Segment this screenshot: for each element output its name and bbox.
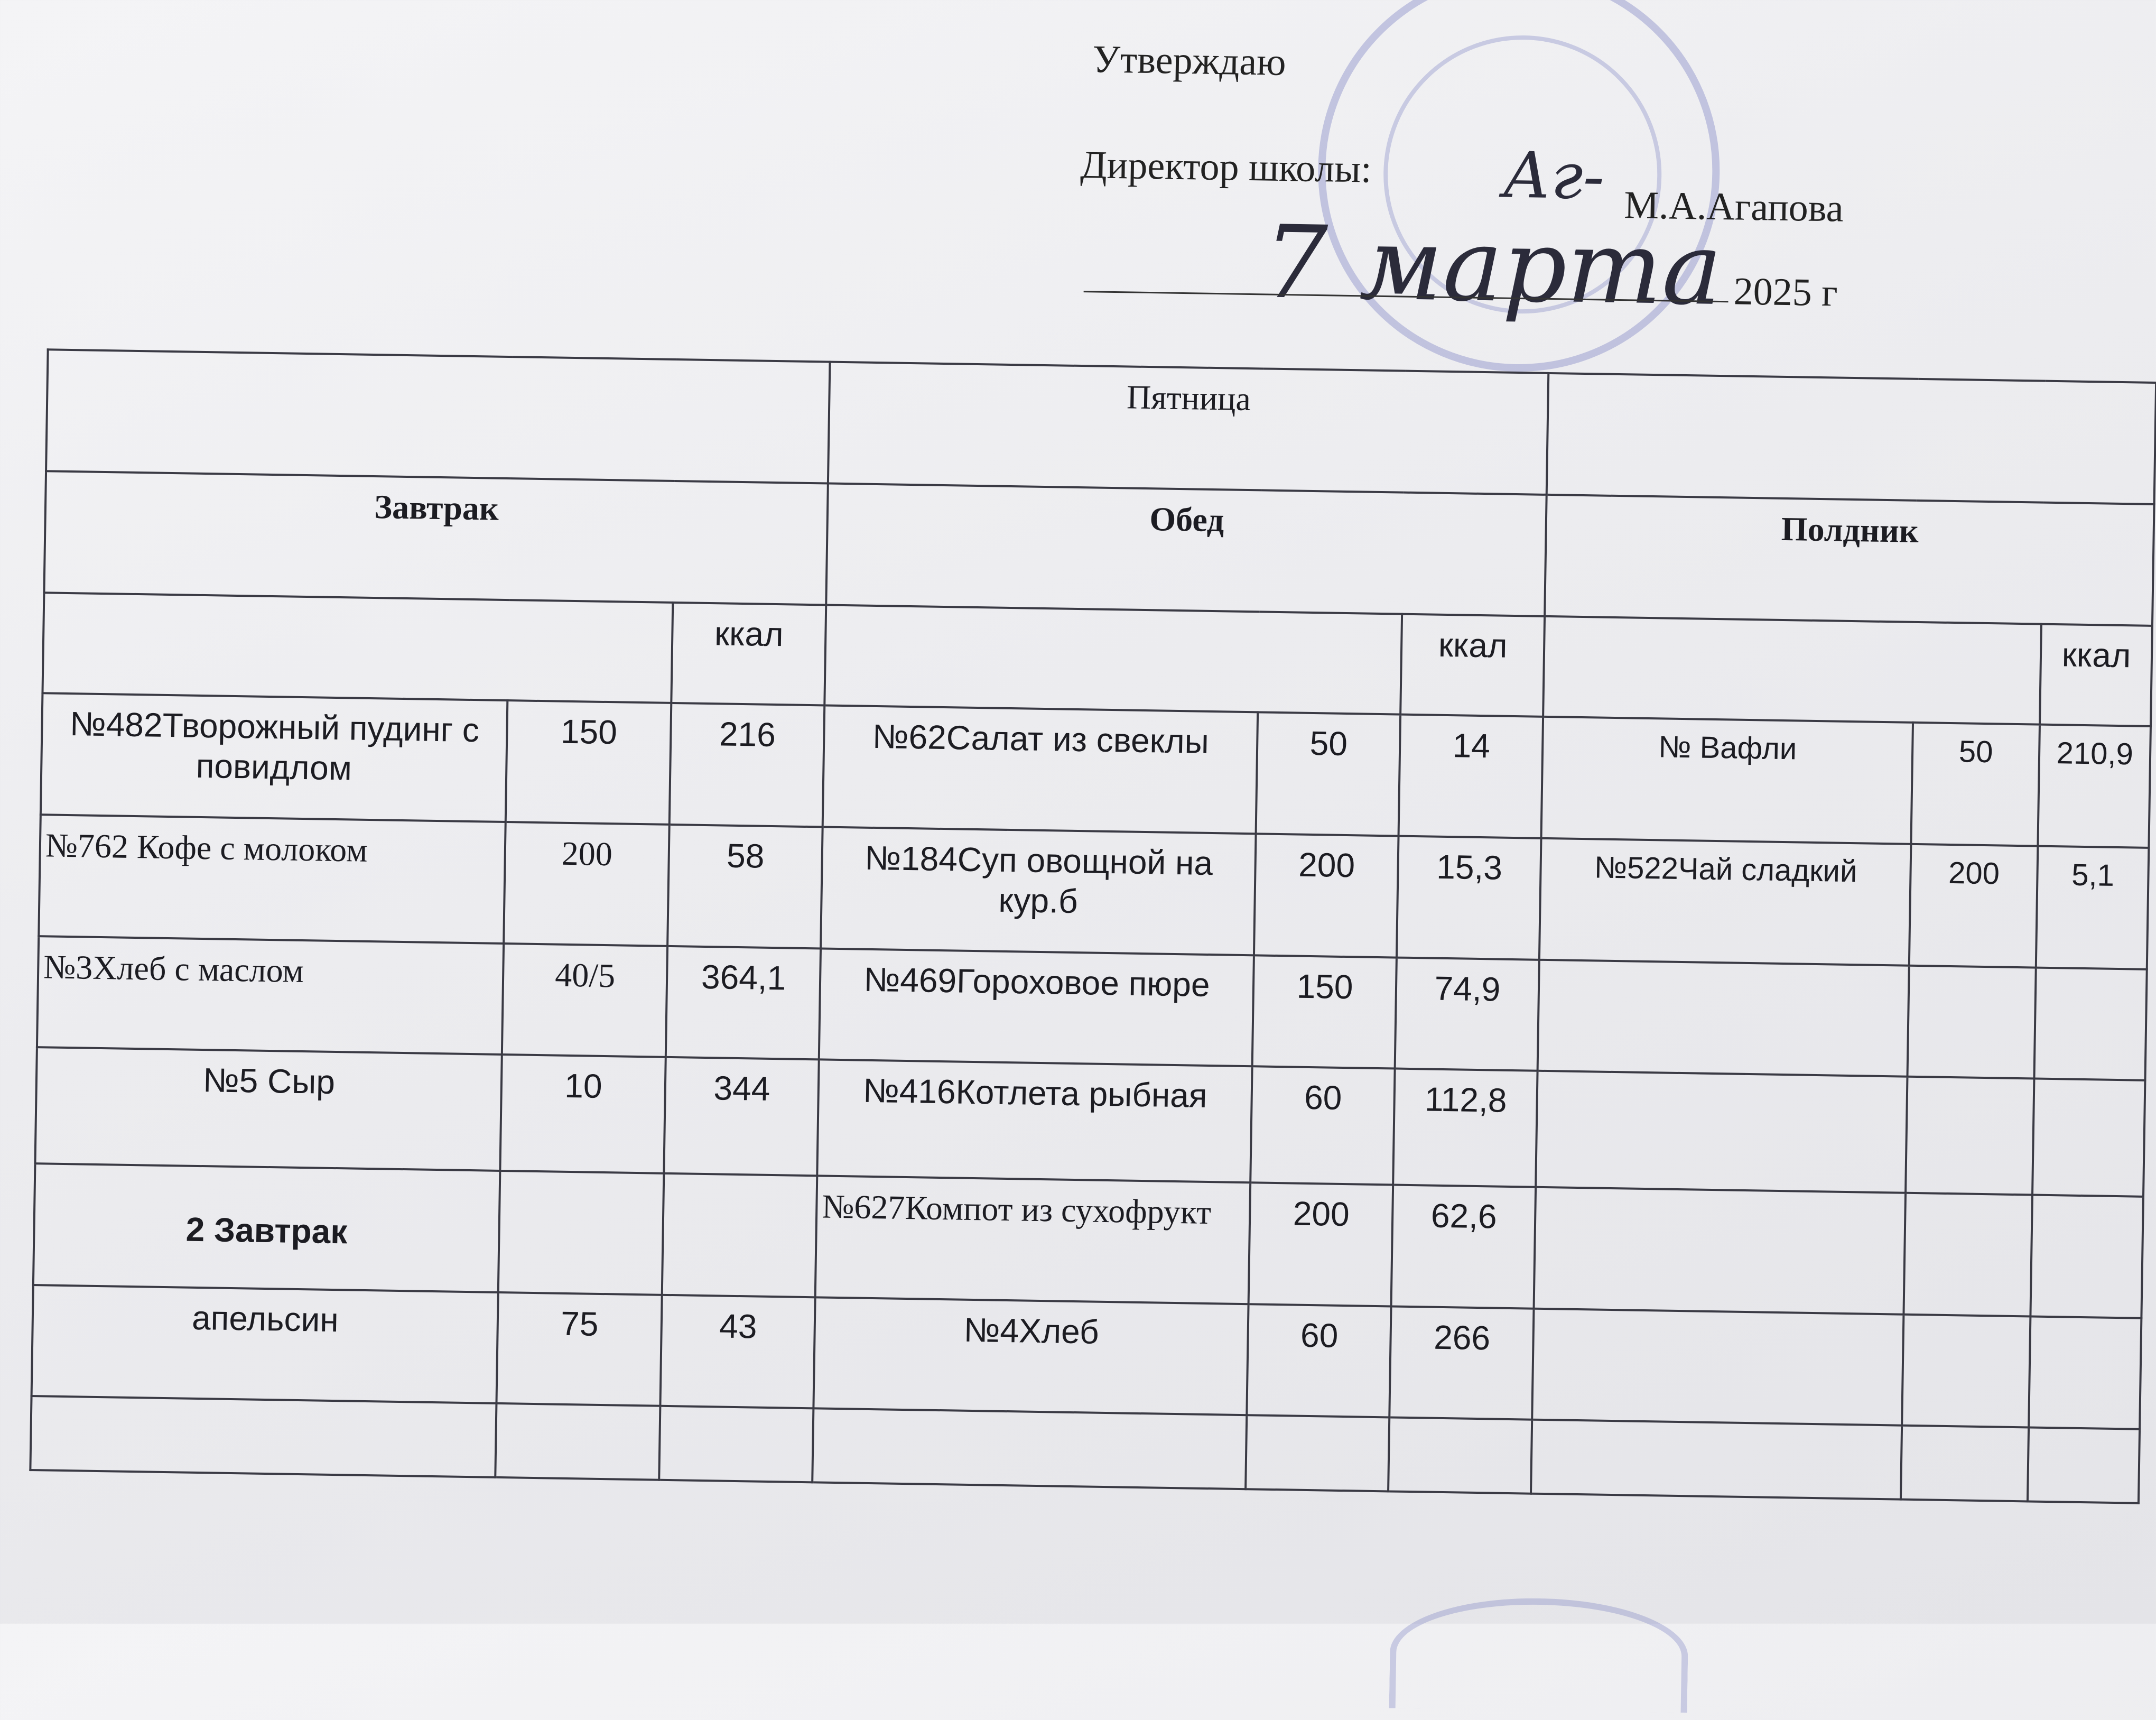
lunch-weight: 150 — [1252, 955, 1397, 1068]
breakfast-kcal — [659, 1406, 813, 1483]
snack-kcal — [2029, 1316, 2141, 1429]
breakfast-kcal — [662, 1173, 817, 1298]
breakfast-kcal: 58 — [667, 825, 823, 949]
breakfast-weight: 75 — [496, 1292, 662, 1406]
lunch-weight — [1246, 1415, 1389, 1491]
snack-kcal: 5,1 — [2036, 846, 2149, 969]
snack-kcal — [2032, 1079, 2145, 1197]
snack-dish — [1532, 1309, 1903, 1426]
director-signature: Аг- — [1502, 138, 1605, 214]
breakfast-dish: №762 Кофе с молоком — [39, 815, 506, 944]
breakfast-dish: №5 Сыр — [35, 1047, 501, 1171]
day-heading: Пятница — [828, 362, 1548, 495]
lunch-kcal: 112,8 — [1393, 1069, 1537, 1187]
breakfast-weight: 10 — [500, 1055, 665, 1173]
snack-dish — [1538, 960, 1909, 1077]
lunch-kcal — [1388, 1417, 1532, 1493]
snack-dish — [1536, 1071, 1907, 1193]
snack-weight — [1902, 1315, 2030, 1428]
lunch-kcal: 14 — [1399, 715, 1544, 838]
breakfast-heading: Завтрак — [44, 471, 828, 605]
lunch-kcal-header: ккал — [1400, 614, 1545, 717]
snack-dish — [1531, 1420, 1902, 1500]
snack-weight: 200 — [1909, 844, 2038, 968]
snack-weight — [1908, 966, 2036, 1079]
snack-weight — [1906, 1077, 2034, 1195]
snack-dish: №522Чай сладкий — [1539, 838, 1911, 966]
handwritten-date: 7 марта — [1262, 204, 1723, 328]
snack-kcal — [2028, 1427, 2140, 1503]
snack-weight — [1901, 1426, 2029, 1502]
lunch-kcal: 74,9 — [1395, 958, 1539, 1071]
lunch-heading: Обед — [826, 484, 1546, 616]
lunch-weight: 50 — [1256, 712, 1401, 836]
lunch-weight: 200 — [1249, 1182, 1393, 1306]
breakfast-weight: 40/5 — [502, 944, 667, 1057]
lunch-dish — [812, 1408, 1247, 1489]
breakfast-dish: №3Хлеб с маслом — [37, 936, 504, 1055]
breakfast-kcal: 43 — [660, 1295, 815, 1409]
lunch-kcal: 266 — [1389, 1306, 1534, 1419]
breakfast-weight — [495, 1403, 660, 1480]
snack-weight: 50 — [1911, 723, 2040, 846]
lunch-kcal: 15,3 — [1397, 836, 1541, 960]
lunch-weight: 200 — [1254, 834, 1399, 957]
lunch-weight: 60 — [1250, 1066, 1395, 1185]
snack-kcal — [2030, 1195, 2143, 1318]
lunch-kcal: 62,6 — [1391, 1185, 1536, 1308]
director-name: М.А.Агапова — [1623, 183, 1844, 230]
breakfast-dish: апельсин — [32, 1285, 498, 1403]
lunch-dish: №469Гороховое пюре — [819, 948, 1254, 1066]
breakfast-weight: 150 — [506, 700, 672, 825]
date-year: 2025 г — [1733, 270, 1838, 315]
breakfast-kcal: 364,1 — [666, 946, 821, 1060]
snack-kcal-header: ккал — [2040, 624, 2152, 726]
snack-kcal — [2034, 968, 2147, 1080]
breakfast-weight: 200 — [504, 822, 670, 946]
director-label: Директор школы: — [1080, 143, 1372, 191]
header-blank-right — [1547, 373, 2156, 504]
lunch-dish: №62Салат из свеклы — [823, 705, 1258, 834]
lunch-dish: №627Компот из сухофрукт — [815, 1176, 1251, 1304]
stamp-partial — [1389, 1596, 1689, 1713]
lunch-dish: №184Суп овощной на кур.б — [821, 827, 1256, 955]
menu-table — [29, 348, 2156, 1504]
approve-label: Утверждаю — [1092, 38, 1287, 85]
snack-weight — [1903, 1193, 2032, 1317]
breakfast-kcal: 216 — [670, 703, 825, 827]
second-breakfast-label: 2 Завтрак — [33, 1163, 500, 1292]
lunch-dish: №416Котлета рыбная — [817, 1059, 1252, 1182]
snack-heading: Полдник — [1545, 495, 2154, 626]
breakfast-kcal: 344 — [664, 1057, 819, 1176]
lunch-weight: 60 — [1247, 1304, 1391, 1417]
breakfast-dish — [30, 1396, 496, 1477]
snack-dish: № Вафли — [1541, 717, 1913, 844]
breakfast-kcal-header: ккал — [671, 603, 826, 706]
breakfast-weight — [498, 1171, 664, 1295]
snack-dish — [1534, 1187, 1906, 1315]
snack-kcal: 210,9 — [2038, 725, 2151, 848]
breakfast-dish: №482Творожный пудинг с повидлом — [41, 693, 508, 822]
lunch-dish: №4Хлеб — [813, 1297, 1248, 1415]
header-blank-left — [46, 349, 830, 483]
